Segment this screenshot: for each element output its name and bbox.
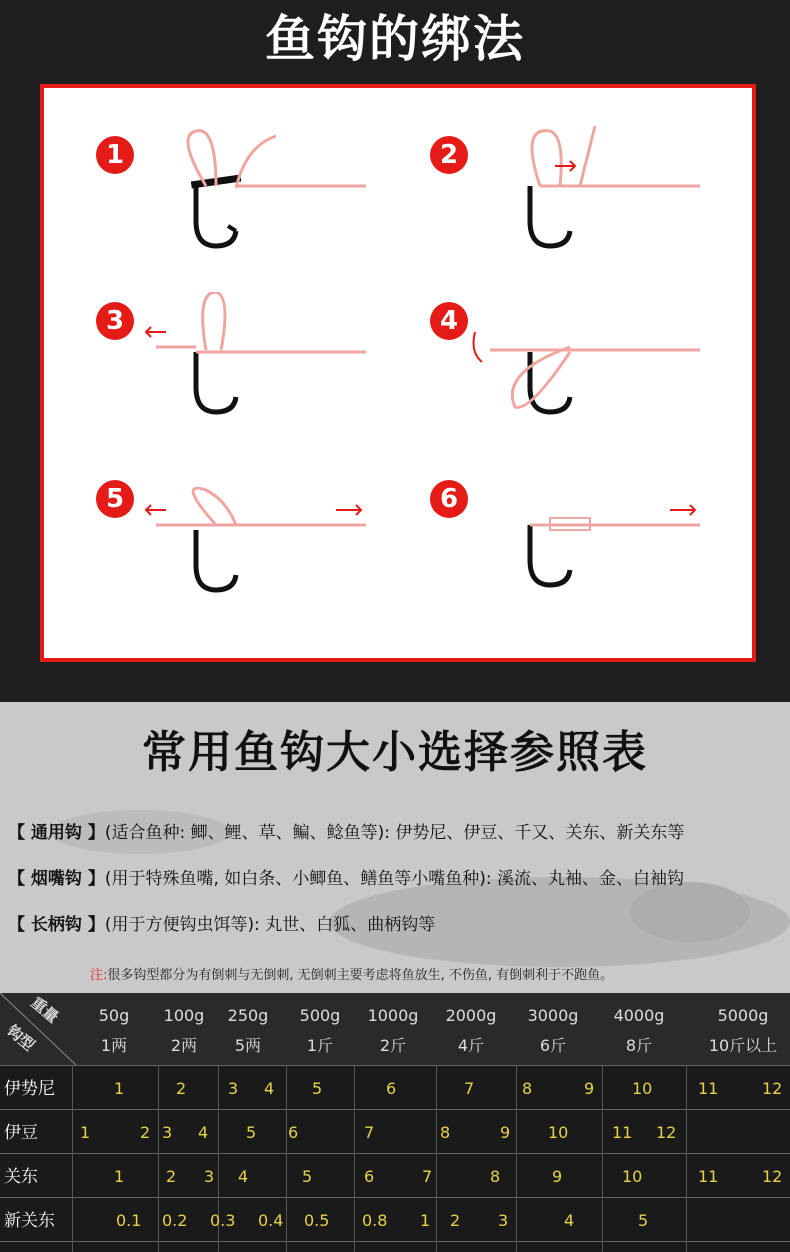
table-cell: 12 xyxy=(656,1123,677,1142)
hook-knot-illustration xyxy=(470,470,710,600)
table-cell: 6 xyxy=(386,1079,397,1098)
table-cell: 3 xyxy=(498,1211,509,1230)
table-cell: 1 xyxy=(80,1123,91,1142)
step-number: 6 xyxy=(430,480,468,518)
hook-size-reference-panel xyxy=(0,702,790,1252)
column-header xyxy=(92,1001,136,1061)
col-cn: 1两 xyxy=(100,1036,128,1055)
hook-type-desc: (用于特殊鱼嘴, 如白条、小鲫鱼、鳝鱼等小嘴鱼种): 溪流、丸袖、金、白袖钩 xyxy=(104,869,685,889)
row-label-new-kanto: 新关东 xyxy=(4,1211,55,1231)
note-body: 很多钩型都分为有倒刺与无倒刺, 无倒刺主要考虑将鱼放生, 不伤鱼, 有倒刺利于不跑鱼。 xyxy=(107,968,614,983)
page-title: 鱼钩的绑法 xyxy=(265,10,525,68)
step-number: 2 xyxy=(430,136,468,174)
corner-type-label: 钩型 xyxy=(3,1021,38,1055)
column-header xyxy=(440,1001,502,1061)
table-cell: 9 xyxy=(552,1167,563,1186)
col-weight: 100g xyxy=(163,1006,205,1025)
step-4 xyxy=(430,302,710,452)
table-cell: 4 xyxy=(264,1079,275,1098)
table-cell: 1 xyxy=(420,1211,431,1230)
table-cell: 11 xyxy=(698,1079,719,1098)
table-cell: 10 xyxy=(622,1167,643,1186)
table-cell: 10 xyxy=(548,1123,569,1142)
col-weight: 4000g xyxy=(613,1006,665,1025)
step-number: 1 xyxy=(96,136,134,174)
table-cell: 5 xyxy=(246,1123,257,1142)
hook-knot-illustration xyxy=(470,126,710,256)
table-cell: 10 xyxy=(632,1079,653,1098)
table-cell: 11 xyxy=(612,1123,633,1142)
table-header-row xyxy=(0,993,790,1065)
col-cn: 8斤 xyxy=(625,1036,653,1055)
knot-steps-panel xyxy=(40,84,756,662)
step-6 xyxy=(430,480,710,630)
table-cell: 5 xyxy=(312,1079,323,1098)
hook-knot-illustration xyxy=(136,126,376,256)
table-cell: 9 xyxy=(584,1079,595,1098)
column-header xyxy=(362,1001,424,1061)
section-divider xyxy=(0,668,790,702)
table-cell: 11 xyxy=(698,1167,719,1186)
table-cell: 1 xyxy=(114,1079,125,1098)
step-number: 5 xyxy=(96,480,134,518)
col-cn: 2两 xyxy=(170,1036,198,1055)
table-cell: 7 xyxy=(464,1079,475,1098)
table-cell: 6 xyxy=(288,1123,299,1142)
hook-type-name: 【 通用钩 】 xyxy=(8,823,105,843)
col-weight: 500g xyxy=(299,1006,341,1025)
hook-type-line xyxy=(8,864,684,889)
grid-line xyxy=(0,1065,790,1066)
table-cell: 0.3 xyxy=(210,1211,236,1230)
col-weight: 2000g xyxy=(445,1006,497,1025)
col-cn: 1斤 xyxy=(306,1036,334,1055)
grid-line xyxy=(286,1065,287,1252)
table-cell: 4 xyxy=(198,1123,209,1142)
hook-type-name: 【 烟嘴钩 】 xyxy=(8,869,105,889)
table-cell: 2 xyxy=(140,1123,151,1142)
hook-type-desc: (适合鱼种: 鲫、鲤、草、鳊、鲶鱼等): 伊势尼、伊豆、千又、关东、新关东等 xyxy=(104,823,685,843)
column-header xyxy=(700,1001,786,1061)
step-number: 3 xyxy=(96,302,134,340)
hook-knot-illustration xyxy=(136,292,376,422)
hook-type-desc: (用于方便钩虫饵等): 丸世、白狐、曲柄钩等 xyxy=(104,915,436,935)
grid-line xyxy=(158,1065,159,1252)
col-cn: 10斤以上 xyxy=(708,1036,778,1055)
table-title: 常用鱼钩大小选择参照表 xyxy=(142,727,648,778)
table-cell: 1 xyxy=(114,1167,125,1186)
col-weight: 5000g xyxy=(717,1006,769,1025)
col-weight: 50g xyxy=(98,1006,130,1025)
table-cell: 12 xyxy=(762,1167,783,1186)
hook-type-name: 【 长柄钩 】 xyxy=(8,915,105,935)
hook-knot-illustration xyxy=(136,470,376,600)
table-cell: 5 xyxy=(302,1167,313,1186)
hook-knot-illustration xyxy=(470,292,710,422)
column-header xyxy=(158,1001,210,1061)
grid-line xyxy=(686,1065,687,1252)
step-3 xyxy=(96,302,376,452)
table-cell: 12 xyxy=(762,1079,783,1098)
grid-line xyxy=(516,1065,517,1252)
table-cell: 4 xyxy=(564,1211,575,1230)
table-cell: 0.8 xyxy=(362,1211,388,1230)
table-cell: 8 xyxy=(440,1123,451,1142)
corner-cell xyxy=(0,993,76,1065)
grid-line xyxy=(436,1065,437,1252)
table-cell: 6 xyxy=(364,1167,375,1186)
hook-type-line xyxy=(8,818,684,843)
column-header xyxy=(294,1001,346,1061)
column-header xyxy=(608,1001,670,1061)
table-cell: 8 xyxy=(490,1167,501,1186)
table-cell: 3 xyxy=(228,1079,239,1098)
row-label-izu: 伊豆 xyxy=(4,1123,38,1143)
table-cell: 5 xyxy=(638,1211,649,1230)
step-1 xyxy=(96,136,376,286)
table-cell: 0.4 xyxy=(258,1211,284,1230)
table-cell: 7 xyxy=(364,1123,375,1142)
row-label-ise: 伊势尼 xyxy=(4,1079,55,1099)
col-weight: 1000g xyxy=(367,1006,419,1025)
table-cell: 7 xyxy=(422,1167,433,1186)
hook-type-line xyxy=(8,910,435,935)
table-cell: 2 xyxy=(166,1167,177,1186)
table-cell: 3 xyxy=(162,1123,173,1142)
note-text xyxy=(90,964,613,983)
table-cell: 8 xyxy=(522,1079,533,1098)
col-cn: 4斤 xyxy=(457,1036,485,1055)
corner-weight-label: 重量 xyxy=(27,993,62,1027)
step-5 xyxy=(96,480,376,630)
col-cn: 5两 xyxy=(234,1036,262,1055)
row-label-kanto: 关东 xyxy=(4,1167,38,1187)
grid-line xyxy=(602,1065,603,1252)
column-header xyxy=(222,1001,274,1061)
table-cell: 0.2 xyxy=(162,1211,188,1230)
size-table xyxy=(0,993,790,1252)
grid-line xyxy=(72,1065,73,1252)
table-cell: 2 xyxy=(176,1079,187,1098)
grid-line xyxy=(354,1065,355,1252)
table-cell: 2 xyxy=(450,1211,461,1230)
table-cell: 0.5 xyxy=(304,1211,330,1230)
note-label: 注: xyxy=(90,968,108,983)
step-2 xyxy=(430,136,710,286)
table-cell: 9 xyxy=(500,1123,511,1142)
col-cn: 6斤 xyxy=(539,1036,567,1055)
col-cn: 2斤 xyxy=(379,1036,407,1055)
col-weight: 250g xyxy=(227,1006,269,1025)
table-cell: 0.1 xyxy=(116,1211,142,1230)
step-number: 4 xyxy=(430,302,468,340)
col-weight: 3000g xyxy=(527,1006,579,1025)
column-header xyxy=(522,1001,584,1061)
table-cell: 3 xyxy=(204,1167,215,1186)
table-cell: 4 xyxy=(238,1167,249,1186)
